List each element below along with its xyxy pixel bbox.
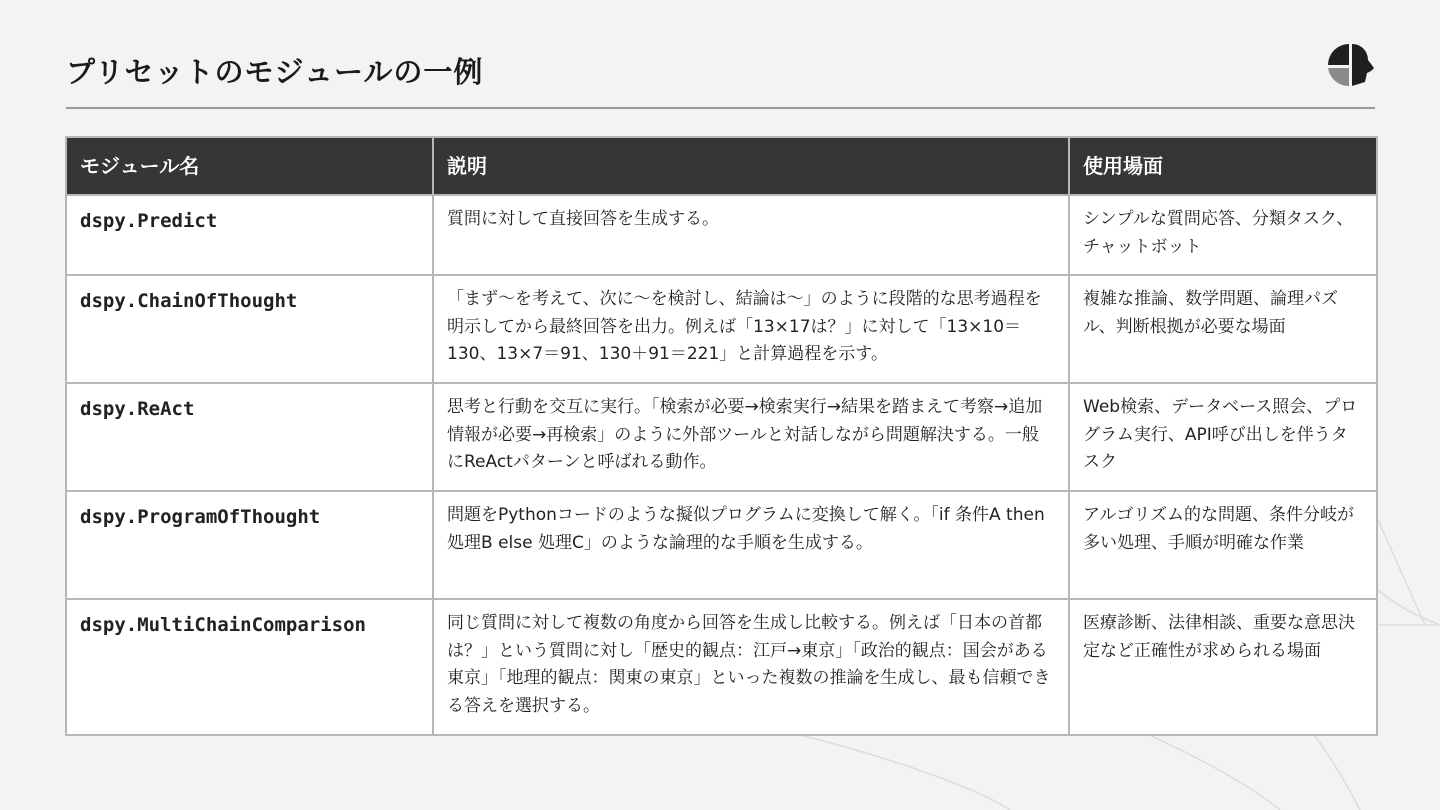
table-row xyxy=(66,383,1377,491)
table-row xyxy=(66,491,1377,599)
table-row xyxy=(66,599,1377,735)
description-cell: 同じ質問に対して複数の角度から回答を生成し比較する。例えば「日本の首都は？」という質問に対し「歴史的観点：江戸→東京」「政治的観点：国会がある東京」「地理的観点：関東の東京」といった複数の推論を生成し、最も信頼できる答えを選択する。 xyxy=(433,599,1069,735)
description-cell: 思考と行動を交互に実行。「検索が必要→検索実行→結果を踏まえて考察→追加情報が必要→再検索」のように外部ツールと対話しながら問題解決する。一般にReActパターンと呼ばれる動作。 xyxy=(433,383,1069,491)
module-name-cell: dspy.ChainOfThought xyxy=(66,275,433,383)
title-divider xyxy=(66,107,1375,109)
usage-cell: アルゴリズム的な問題、条件分岐が多い処理、手順が明確な作業 xyxy=(1069,491,1377,599)
module-name-cell: dspy.MultiChainComparison xyxy=(66,599,433,735)
description-cell: 質問に対して直接回答を生成する。 xyxy=(433,195,1069,275)
description-cell: 問題をPythonコードのような擬似プログラムに変換して解く。「if 条件A then 処理B else 処理C」のような論理的な手順を生成する。 xyxy=(433,491,1069,599)
table-row xyxy=(66,275,1377,383)
page-title: プリセットのモジュールの一例 xyxy=(66,55,484,89)
module-table xyxy=(65,136,1378,736)
module-name-cell: dspy.ProgramOfThought xyxy=(66,491,433,599)
table-header-row xyxy=(66,137,1377,195)
module-name-cell: dspy.Predict xyxy=(66,195,433,275)
usage-cell: Web検索、データベース照会、プログラム実行、API呼び出しを伴うタスク xyxy=(1069,383,1377,491)
table-row xyxy=(66,195,1377,275)
usage-cell: 複雑な推論、数学問題、論理パズル、判断根拠が必要な場面 xyxy=(1069,275,1377,383)
header-usage: 使用場面 xyxy=(1069,137,1377,195)
header-module-name: モジュール名 xyxy=(66,137,433,195)
usage-cell: シンプルな質問応答、分類タスク、チャットボット xyxy=(1069,195,1377,275)
header-description: 説明 xyxy=(433,137,1069,195)
brand-logo-icon xyxy=(1326,42,1376,88)
usage-cell: 医療診断、法律相談、重要な意思決定など正確性が求められる場面 xyxy=(1069,599,1377,735)
module-name-cell: dspy.ReAct xyxy=(66,383,433,491)
description-cell: 「まず〜を考えて、次に〜を検討し、結論は〜」のように段階的な思考過程を明示してから最終回答を出力。例えば「13×17は？」に対して「13×10＝130、13×7＝91、130＋91＝221」と計算過程を示す。 xyxy=(433,275,1069,383)
